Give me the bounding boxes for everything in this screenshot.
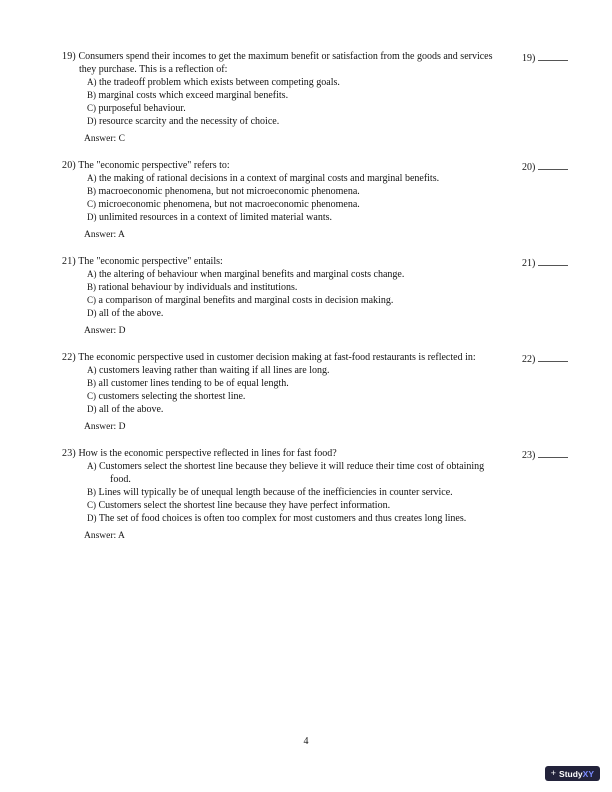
brand-badge: [545, 766, 600, 781]
choice-text: resource scarcity and the necessity of choice.: [99, 116, 280, 127]
choice: [62, 364, 504, 377]
question-block: [62, 447, 602, 543]
choice: [62, 185, 504, 198]
answer-blank-line: [538, 50, 568, 61]
choice: [62, 377, 504, 390]
question-text: The "economic perspective" entails:: [78, 256, 223, 267]
choice: [62, 486, 504, 499]
choice-text: customers leaving rather than waiting if all lines are long.: [99, 365, 330, 376]
choice-text: unlimited resources in a context of limited material wants.: [99, 212, 332, 223]
answer-blank-number: 23): [522, 450, 536, 461]
choice-text: Customers select the shortest line because they have perfect information.: [98, 500, 391, 511]
brand-name: [559, 769, 594, 779]
choice-text: Lines will typically be of unequal length because of the inefficiencies in counter service.: [98, 487, 453, 498]
question-stem: [62, 351, 507, 364]
brand-suffix: XY: [582, 768, 594, 779]
choice-label: A): [87, 269, 97, 279]
question-block: [62, 255, 602, 338]
choice-text: The set of food choices is often too complex for most customers and thus creates long lines.: [98, 513, 467, 524]
choice: [62, 198, 504, 211]
question-text: How is the economic perspective reflected in lines for fast food?: [78, 448, 337, 459]
choice-label: B): [87, 378, 96, 388]
answer-key: Answer: D: [84, 326, 126, 336]
choice-text: customers selecting the shortest line.: [98, 391, 246, 402]
answer-key: Answer: A: [84, 230, 125, 240]
choice: [62, 460, 504, 486]
choice-text: all customer lines tending to be of equal length.: [98, 378, 289, 389]
choice-text: macroeconomic phenomena, but not microeconomic phenomena.: [98, 186, 360, 197]
choice-label: A): [87, 365, 97, 375]
choice-label: B): [87, 186, 96, 196]
choice-label: C): [87, 199, 96, 209]
choice: [62, 211, 504, 224]
question-text: The economic perspective used in customer decision making at fast-food restaurants is reflected in:: [78, 352, 476, 363]
answer-blank-number: 22): [522, 354, 536, 365]
answer-blank-line: [538, 447, 568, 458]
choice: [62, 281, 504, 294]
choice: [62, 307, 504, 320]
choice-label: C): [87, 391, 96, 401]
choice-label: A): [87, 461, 97, 471]
choice-text: marginal costs which exceed marginal benefits.: [98, 90, 289, 101]
question-block: [62, 50, 602, 146]
answer-blank: [522, 255, 568, 270]
choice-label: B): [87, 90, 96, 100]
choice: [62, 294, 504, 307]
question-number: 23): [62, 448, 76, 459]
choice-label: C): [87, 295, 96, 305]
choice-text: all of the above.: [99, 308, 164, 319]
choice-text: a comparison of marginal benefits and marginal costs in decision making.: [98, 295, 394, 306]
answer-blank: [522, 447, 568, 462]
choice-text: rational behaviour by individuals and institutions.: [98, 282, 298, 293]
question-number: 22): [62, 352, 76, 363]
choice-text: the making of rational decisions in a context of marginal costs and marginal benefits.: [99, 173, 440, 184]
choice-text: purposeful behaviour.: [98, 103, 186, 114]
question-number: 21): [62, 256, 76, 267]
question-stem: [62, 255, 507, 268]
answer-blank-line: [538, 159, 568, 170]
choice-label: D): [87, 404, 97, 414]
answer-blank-number: 20): [522, 162, 536, 173]
choice-label: A): [87, 173, 97, 183]
choice-label: D): [87, 116, 97, 126]
answer-blank: [522, 159, 568, 174]
choice: [62, 115, 504, 128]
answer-blank-number: 21): [522, 258, 536, 269]
answer-blank-line: [538, 351, 568, 362]
choice-text: the altering of behaviour when marginal benefits and marginal costs change.: [99, 269, 405, 280]
plus-icon: +: [550, 768, 557, 778]
answer-key: Answer: A: [84, 531, 125, 541]
answer-blank-line: [538, 255, 568, 266]
choice: [62, 403, 504, 416]
answer-blank-number: 19): [522, 53, 536, 64]
choice: [62, 172, 504, 185]
answer-key: Answer: D: [84, 422, 126, 432]
choice-label: D): [87, 212, 97, 222]
answer-blank: [522, 351, 568, 366]
answer-key: Answer: C: [84, 134, 125, 144]
choice-label: A): [87, 77, 97, 87]
choice-text: the tradeoff problem which exists between competing goals.: [99, 77, 340, 88]
choice: [62, 268, 504, 281]
choice: [62, 390, 504, 403]
choice: [62, 76, 504, 89]
question-text: Consumers spend their incomes to get the maximum benefit or satisfaction from the goods and services they purchase. This is a reflection of:: [78, 51, 493, 75]
choice: [62, 512, 504, 525]
question-stem: [62, 50, 507, 76]
choice: [62, 89, 504, 102]
choice-label: B): [87, 282, 96, 292]
choice-text: microeconomic phenomena, but not macroeconomic phenomena.: [98, 199, 360, 210]
choice-label: C): [87, 103, 96, 113]
answer-blank: [522, 50, 568, 65]
question-text: The "economic perspective" refers to:: [78, 160, 230, 171]
question-list: [62, 50, 612, 543]
question-number: 20): [62, 160, 76, 171]
choice: [62, 499, 504, 512]
choice: [62, 102, 504, 115]
question-block: [62, 159, 602, 242]
choice-text: all of the above.: [99, 404, 164, 415]
choice-label: C): [87, 500, 96, 510]
choice-label: D): [87, 513, 97, 523]
question-stem: [62, 159, 507, 172]
brand-prefix: Study: [559, 768, 583, 779]
page-number: 4: [303, 736, 309, 747]
choice-text: Customers select the shortest line because they believe it will reduce their time cost of obtaining food.: [99, 461, 485, 485]
choice-label: B): [87, 487, 96, 497]
question-number: 19): [62, 51, 76, 62]
question-stem: [62, 447, 507, 460]
choice-label: D): [87, 308, 97, 318]
question-block: [62, 351, 602, 434]
